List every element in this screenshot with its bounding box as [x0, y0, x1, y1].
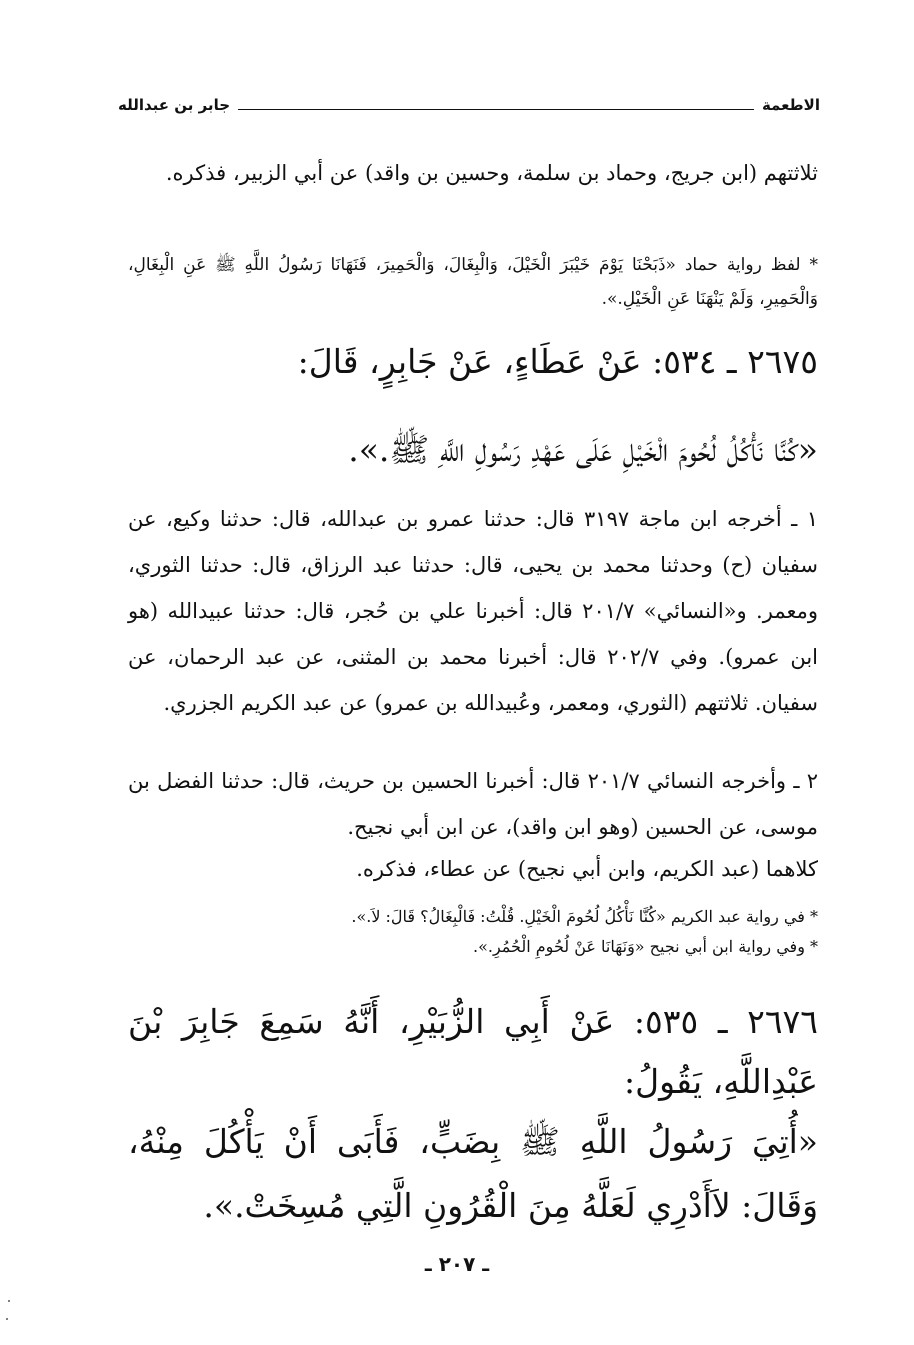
- footnote-abd-al-karim: * في رواية عبد الكريم «كُنَّا نَأْكُلُ لُحُومَ الْخَيْلِ. قُلْتُ: فَالْبِغَالُ؟ قَالَ: لاَ.».: [351, 907, 818, 926]
- running-header: [118, 96, 820, 114]
- takhrij-paragraph-1: ١ ـ أخرجه ابن ماجة ٣١٩٧ قال: حدثنا عمرو بن عبدالله، قال: حدثنا وكيع، عن سفيان (ح) وحدثنا محمد بن يحيى، قال: حدثنا عبد الرزاق، قال: حدثنا الثوري، ومعمر. و«النسائي» ٢٠١/٧ قال: أخبرنا علي بن حُجر، قال: حدثنا عبيدالله (هو ابن عمرو). وفي ٢٠٢/٧ قال: أخبرنا محمد بن المثنى، عن عبد الرحمان، عن سفيان. ثلاثتهم (الثوري، ومعمر، وعُبيدالله بن عمرو) عن عبد الكريم الجزري.: [128, 507, 818, 715]
- hadith-2676-heading: ٢٦٧٦ ـ ٥٣٥: عَنْ أَبِي الزُّبَيْرِ، أَنَّهُ سَمِعَ جَابِرَ بْنَ عَبْدِاللَّهِ، يَقُولُ:: [128, 1002, 819, 1101]
- header-chapter-title: جابر بن عبدالله: [118, 96, 231, 114]
- hadith-2675-text: «كُنَّا نَأْكُلُ لُحُومَ الْخَيْلِ عَلَى عَهْدِ رَسُولِ اللَّهِ ﷺ.».: [348, 430, 818, 469]
- takhrij-paragraph-2: ٢ ـ وأخرجه النسائي ٢٠١/٧ قال: أخبرنا الحسين بن حريث، قال: حدثنا الفضل بن موسى، عن الحسين (وهو ابن واقد)، عن ابن أبي نجيح.: [128, 769, 818, 839]
- takhrij-summary: كلاهما (عبد الكريم، وابن أبي نجيح) عن عطاء، فذكره.: [356, 857, 818, 881]
- hadith-2675-heading: ٢٦٧٥ ـ ٥٣٤: عَنْ عَطَاءٍ، عَنْ جَابِرٍ، قَالَ:: [297, 342, 818, 381]
- continuation-paragraph: ثلاثتهم (ابن جريج، وحماد بن سلمة، وحسين بن واقد) عن أبي الزبير، فذكره.: [165, 161, 818, 185]
- page-number: ـ ٢٠٧ ـ: [424, 1252, 490, 1276]
- scan-speck: [8, 1300, 10, 1302]
- hadith-2676-text: «أُتِيَ رَسُولُ اللَّهِ ﷺ بِضَبٍّ، فَأَبَى أَنْ يَأْكُلَ مِنْهُ، وَقَالَ: لاَأَدْرِي لَعَلَّهُ مِنَ الْقُرُونِ الَّتِي مُسِخَتْ.».: [128, 1122, 818, 1225]
- scan-speck: [6, 1318, 8, 1320]
- header-rule: [238, 109, 754, 110]
- footnote-ibn-abi-najih: * وفي رواية ابن أبي نجيح «وَنَهَانَا عَنْ لُحُومِ الْحُمُرِ.».: [473, 937, 818, 956]
- header-section-title: الاطعمة: [761, 96, 820, 114]
- footnote-hammad: * لفظ رواية حماد «ذَبَحْنَا يَوْمَ خَيْبَرَ الْخَيْلَ، وَالْبِغَالَ، وَالْحَمِيرَ، فَنَهَانَا رَسُولُ اللَّهِ ﷺ عَنِ الْبِغَالِ، وَالْحَمِيرِ، وَلَمْ يَنْهَنَا عَنِ الْخَيْلِ.».: [128, 255, 818, 309]
